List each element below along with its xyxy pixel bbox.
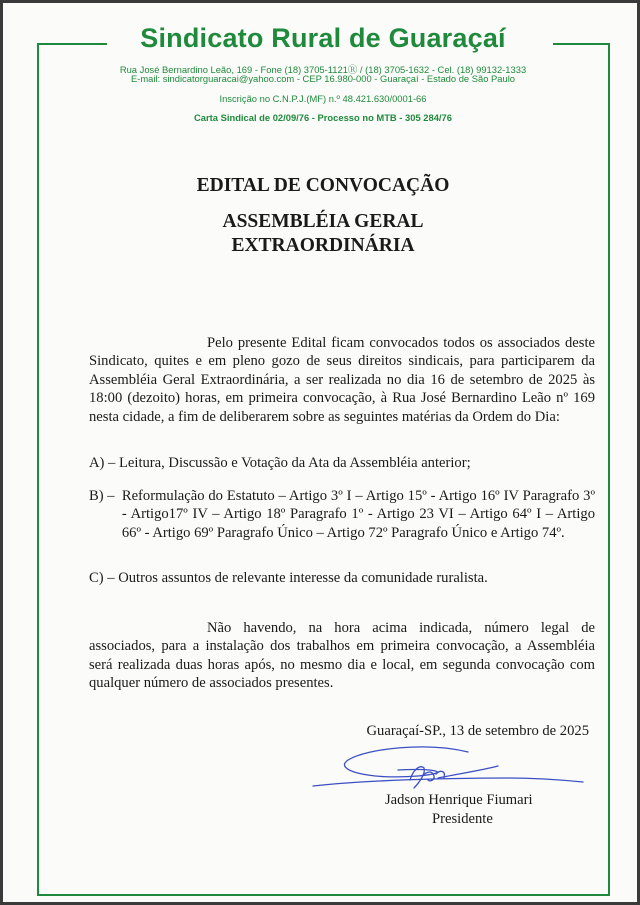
intro-paragraph: Pelo presente Edital ficam convocados todos os associados deste Sindicato, quites e em pleno gozo de seus direitos sindicais, para participarem da Assembléia Geral Extraordinária, a ser realizada no dia 16 de setembro de 2025 às 18:00 (dezoito) horas, em primeira convocação, à Rua José Bernardino Leão nº 169 nesta cidade, a fim de deliberarem sobre as seguintes matérias da Ordem do Dia: bbox=[89, 335, 595, 425]
letterhead-carta-sindical: Carta Sindical de 02/09/76 - Processo no MTB - 305 284/76 bbox=[194, 112, 452, 123]
agenda-item-a bbox=[89, 454, 595, 472]
document-subtitle-line1: ASSEMBLÉIA GERAL bbox=[222, 211, 424, 232]
signer-role: Presidente bbox=[432, 811, 493, 827]
closing-paragraph: Não havendo, na hora acima indicada, número legal de associados, para a instalação dos trabalhos em primeira convocação, a Assembléia será realizada duas horas após, no mesmo dia e local, em segunda convocação com qualquer número de associados presentes. bbox=[89, 620, 595, 692]
letterhead-org-name: Sindicato Rural de Guaraçaí bbox=[140, 23, 506, 53]
agenda-item-letter: B) – bbox=[89, 488, 122, 504]
signature-underline-stroke bbox=[313, 778, 583, 786]
signature-tail-stroke bbox=[438, 766, 498, 778]
letterhead-address-line2: E-mail: sindicatorguaracai@yahoo.com - CEP 16.980-000 - Guaraçaí - Estado de São Paulo bbox=[130, 73, 516, 84]
agenda-item-letter: A) – bbox=[89, 455, 119, 471]
document-subtitle-line2: EXTRAORDINÁRIA bbox=[231, 235, 415, 256]
signer-name: Jadson Henrique Fiumari bbox=[385, 792, 533, 808]
letterhead-cnpj: Inscrição no C.N.P.J.(MF) n.º 48.421.630/0001-66 bbox=[219, 93, 427, 104]
place-date: Guaraçaí-SP., 13 de setembro de 2025 bbox=[366, 723, 589, 739]
signature-loop-stroke bbox=[344, 747, 468, 777]
letterhead-address-line1: Rua José Bernardino Leão, 169 - Fone (18) 3705-1121Ⓡ / (18) 3705-1632 - Cel. (18) 99132-1333 bbox=[119, 64, 527, 75]
document-title: EDITAL DE CONVOCAÇÃO bbox=[196, 175, 450, 196]
document-page bbox=[3, 3, 637, 902]
agenda-item-text: Leitura, Discussão e Votação da Ata da Assembléia anterior; bbox=[119, 455, 471, 471]
agenda-item-text: Outros assuntos de relevante interesse da comunidade ruralista. bbox=[118, 570, 488, 586]
agenda-item-letter: C) – bbox=[89, 570, 119, 586]
agenda-item-b bbox=[89, 487, 595, 542]
agenda-item-text: Reformulação do Estatuto – Artigo 3º I – Artigo 15º - Artigo 16º IV Paragrafo 3º - Artigo17º IV – Artigo 18º Paragrafo 1º - Artigo 23 VI – Artigo 64º I – Artigo 66º - Artigo 69º Paragrafo Único – Artigo 72º Paragrafo Único e Artigo 74º. bbox=[121, 488, 595, 541]
agenda-item-c bbox=[89, 569, 595, 587]
